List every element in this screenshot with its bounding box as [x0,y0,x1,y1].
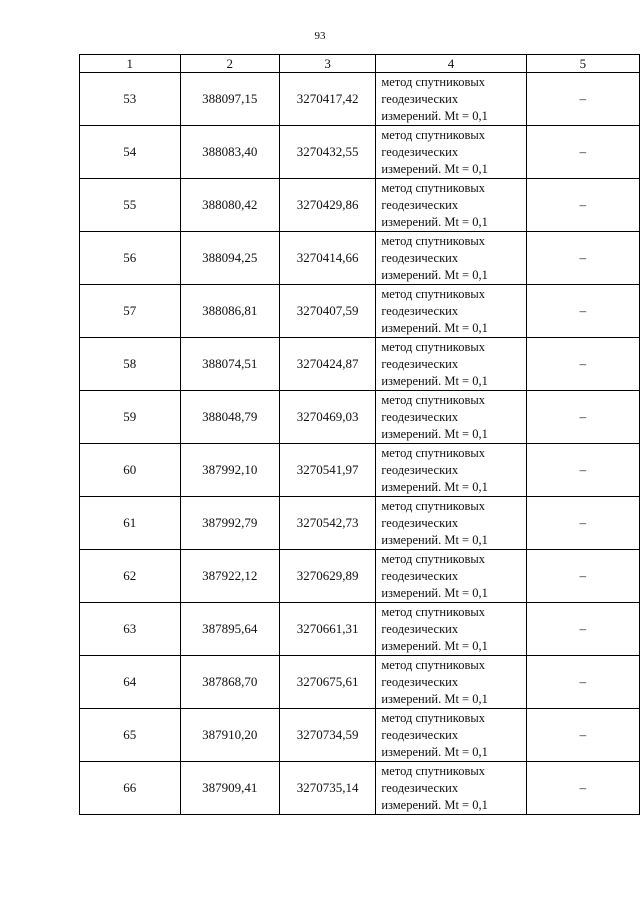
method-line: геодезических [381,91,459,106]
point-number-cell: 53 [80,73,181,126]
table-row [80,497,640,550]
y-coordinate-cell: 3270541,97 [279,444,375,497]
method-cell [376,179,526,232]
method-line: метод спутниковых [381,127,486,142]
table-row [80,179,640,232]
method-line: метод спутниковых [381,763,486,778]
point-number-cell: 61 [80,497,181,550]
method-cell [376,285,526,338]
method-line: метод спутниковых [381,604,486,619]
method-cell [376,126,526,179]
method-line: метод спутниковых [381,392,486,407]
table-row [80,762,640,815]
method-line: метод спутниковых [381,180,486,195]
method-line: измерений. Mt = 0,1 [381,691,488,706]
note-cell: – [526,444,639,497]
method-line: метод спутниковых [381,286,486,301]
table-row [80,126,640,179]
method-line: метод спутниковых [381,551,486,566]
method-line: измерений. Mt = 0,1 [381,479,488,494]
note-cell: – [526,126,639,179]
method-line: измерений. Mt = 0,1 [381,320,488,335]
method-cell [376,338,526,391]
method-line: геодезических [381,780,459,795]
point-number-cell: 57 [80,285,181,338]
method-line: метод спутниковых [381,233,486,248]
method-line: метод спутниковых [381,445,486,460]
method-cell [376,232,526,285]
method-line: геодезических [381,462,459,477]
y-coordinate-cell: 3270417,42 [279,73,375,126]
x-coordinate-cell: 388048,79 [180,391,279,444]
note-cell: – [526,179,639,232]
column-header-2: 2 [180,55,279,73]
method-line: геодезических [381,621,459,636]
y-coordinate-cell: 3270675,61 [279,656,375,709]
note-cell: – [526,709,639,762]
method-line: измерений. Mt = 0,1 [381,585,488,600]
point-number-cell: 63 [80,603,181,656]
method-cell [376,603,526,656]
method-line: геодезических [381,568,459,583]
method-line: геодезических [381,409,459,424]
column-header-1: 1 [80,55,181,73]
x-coordinate-cell: 388086,81 [180,285,279,338]
method-line: измерений. Mt = 0,1 [381,426,488,441]
x-coordinate-cell: 387992,79 [180,497,279,550]
coordinates-table [79,54,640,815]
table-row [80,709,640,762]
table-body [80,55,640,815]
column-header-3: 3 [279,55,375,73]
x-coordinate-cell: 387895,64 [180,603,279,656]
table-row [80,444,640,497]
method-line: измерений. Mt = 0,1 [381,267,488,282]
table-row [80,603,640,656]
note-cell: – [526,603,639,656]
x-coordinate-cell: 388074,51 [180,338,279,391]
note-cell: – [526,391,639,444]
column-header-5: 5 [526,55,639,73]
point-number-cell: 64 [80,656,181,709]
point-number-cell: 54 [80,126,181,179]
method-line: метод спутниковых [381,339,486,354]
method-line: метод спутниковых [381,710,486,725]
x-coordinate-cell: 388094,25 [180,232,279,285]
method-cell [376,391,526,444]
method-line: геодезических [381,356,459,371]
x-coordinate-cell: 387992,10 [180,444,279,497]
method-line: геодезических [381,144,459,159]
x-coordinate-cell: 387922,12 [180,550,279,603]
table-header-row [80,55,640,73]
note-cell: – [526,73,639,126]
method-cell [376,656,526,709]
x-coordinate-cell: 388080,42 [180,179,279,232]
point-number-cell: 58 [80,338,181,391]
page-number: 93 [314,30,326,42]
method-line: измерений. Mt = 0,1 [381,161,488,176]
point-number-cell: 62 [80,550,181,603]
note-cell: – [526,762,639,815]
method-cell [376,550,526,603]
method-line: геодезических [381,197,459,212]
method-cell [376,762,526,815]
y-coordinate-cell: 3270469,03 [279,391,375,444]
x-coordinate-cell: 387910,20 [180,709,279,762]
point-number-cell: 65 [80,709,181,762]
y-coordinate-cell: 3270661,31 [279,603,375,656]
y-coordinate-cell: 3270407,59 [279,285,375,338]
x-coordinate-cell: 387868,70 [180,656,279,709]
method-line: измерений. Mt = 0,1 [381,797,488,812]
y-coordinate-cell: 3270734,59 [279,709,375,762]
x-coordinate-cell: 388083,40 [180,126,279,179]
note-cell: – [526,497,639,550]
y-coordinate-cell: 3270432,55 [279,126,375,179]
table-row [80,656,640,709]
method-line: геодезических [381,303,459,318]
method-line: геодезических [381,727,459,742]
note-cell: – [526,338,639,391]
column-header-4: 4 [376,55,526,73]
note-cell: – [526,285,639,338]
table-row [80,338,640,391]
y-coordinate-cell: 3270735,14 [279,762,375,815]
method-line: метод спутниковых [381,657,486,672]
method-cell [376,444,526,497]
method-line: геодезических [381,515,459,530]
y-coordinate-cell: 3270424,87 [279,338,375,391]
method-line: измерений. Mt = 0,1 [381,373,488,388]
point-number-cell: 55 [80,179,181,232]
point-number-cell: 66 [80,762,181,815]
method-line: измерений. Mt = 0,1 [381,214,488,229]
x-coordinate-cell: 387909,41 [180,762,279,815]
point-number-cell: 59 [80,391,181,444]
method-cell [376,709,526,762]
y-coordinate-cell: 3270542,73 [279,497,375,550]
table-row [80,550,640,603]
method-line: метод спутниковых [381,74,486,89]
table-row [80,391,640,444]
y-coordinate-cell: 3270629,89 [279,550,375,603]
method-line: геодезических [381,250,459,265]
method-line: измерений. Mt = 0,1 [381,108,488,123]
method-line: метод спутниковых [381,498,486,513]
note-cell: – [526,550,639,603]
method-line: геодезических [381,674,459,689]
y-coordinate-cell: 3270429,86 [279,179,375,232]
table-row [80,73,640,126]
method-cell [376,73,526,126]
table-row [80,232,640,285]
y-coordinate-cell: 3270414,66 [279,232,375,285]
point-number-cell: 60 [80,444,181,497]
method-line: измерений. Mt = 0,1 [381,744,488,759]
point-number-cell: 56 [80,232,181,285]
x-coordinate-cell: 388097,15 [180,73,279,126]
method-cell [376,497,526,550]
note-cell: – [526,232,639,285]
table-row [80,285,640,338]
method-line: измерений. Mt = 0,1 [381,532,488,547]
note-cell: – [526,656,639,709]
method-line: измерений. Mt = 0,1 [381,638,488,653]
